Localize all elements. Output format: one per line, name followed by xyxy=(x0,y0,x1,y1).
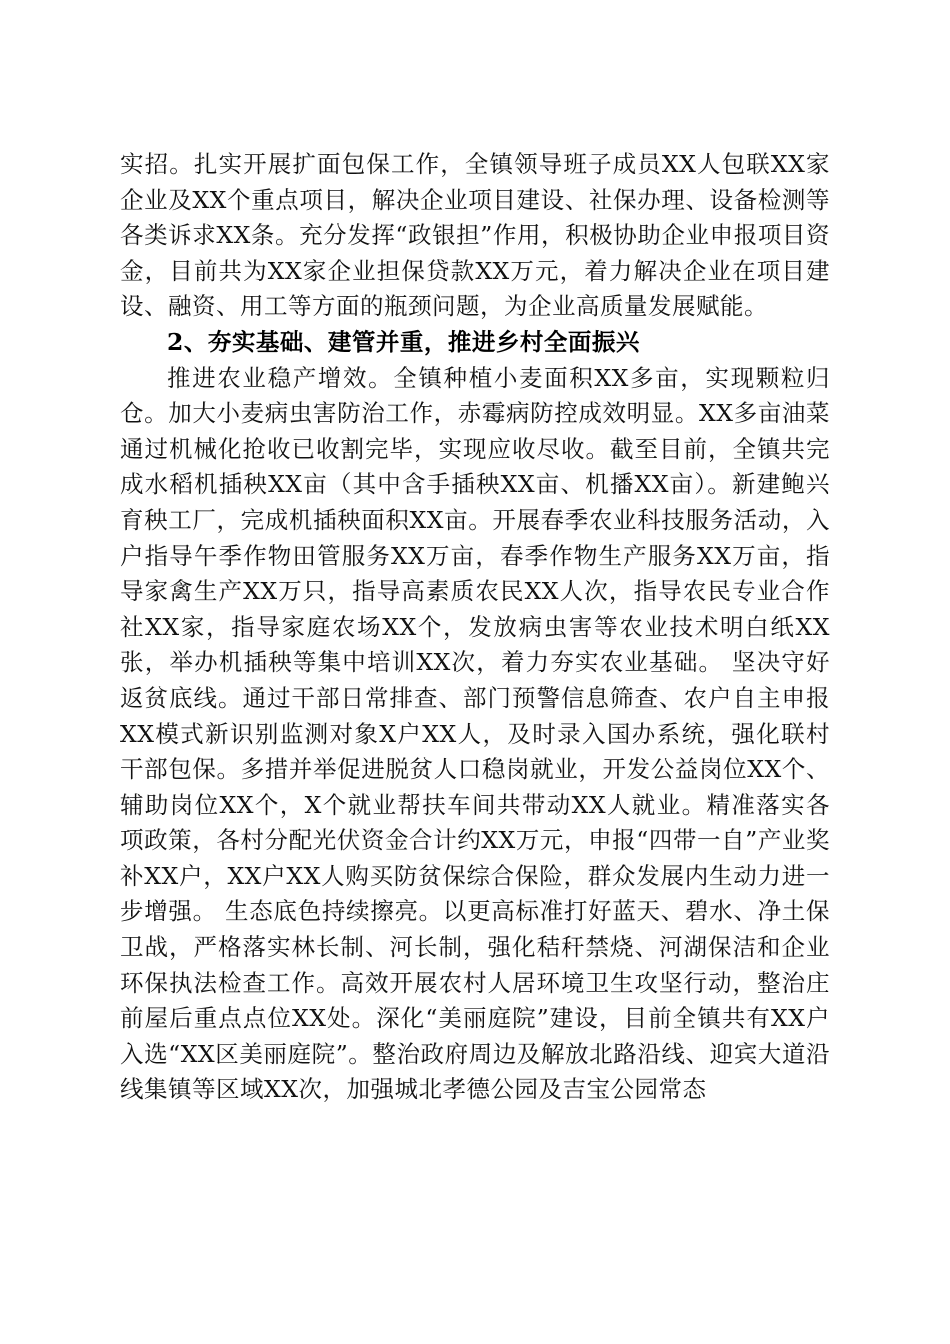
paragraph-enterprise-support: 实招。扎实开展扩面包保工作，全镇领导班子成员XX人包联XX家企业及XX个重点项目，解决企业项目建设、社保办理、设备检测等各类诉求XX条。充分发挥“政银担”作用，积极协助企业申报项目资金，目前共为XX家企业担保贷款XX万元，着力解决企业在项目建设、融资、用工等方面的瓶颈问题，为企业高质量发展赋能。 xyxy=(120,150,830,321)
section-heading: 2、夯实基础、建管并重，推进乡村全面振兴 xyxy=(167,327,640,356)
document-body xyxy=(120,147,830,1108)
paragraph-rural-revitalization: 推进农业稳产增效。全镇种植小麦面积XX多亩，实现颗粒归仓。加大小麦病虫害防治工作，赤霉病防控成效明显。XX多亩油菜通过机械化抢收已收割完毕，实现应收尽收。截至目前，全镇共完成水稻机插秧XX亩（其中含手插秧XX亩、机播XX亩）。新建鲍兴育秧工厂，完成机插秧面积XX亩。开展春季农业科技服务活动，入户指导午季作物田管服务XX万亩，春季作物生产服务XX万亩，指导家禽生产XX万只，指导高素质农民XX人次，指导农民专业合作社XX家，指导家庭农场XX个，发放病虫害等农业技术明白纸XX张，举办机插秧等集中培训XX次，着力夯实农业基础。 坚决守好返贫底线。通过干部日常排查、部门预警信息筛查、农户自主申报XX模式新识别监测对象X户XX人，及时录入国办系统，强化联村干部包保。多措并举促进脱贫人口稳岗就业，开发公益岗位XX个、辅助岗位XX个，X个就业帮扶车间共带动XX人就业。精准落实各项政策，各村分配光伏资金合计约XX万元，申报“四带一自”产业奖补XX户，XX户XX人购买防贫保综合保险，群众发展内生动力进一步增强。 生态底色持续擦亮。以更高标准打好蓝天、碧水、净土保卫战，严格落实林长制、河长制，强化秸秆禁烧、河湖保洁和企业环保执法检查工作。高效开展农村人居环境卫生攻坚行动，整治庄前屋后重点点位XX处。深化“美丽庭院”建设，目前全镇共有XX户入选“XX区美丽庭院”。整治政府周边及解放北路沿线、迎宾大道沿线集镇等区域XX次，加强城北孝德公园及吉宝公园常态 xyxy=(120,363,830,1104)
